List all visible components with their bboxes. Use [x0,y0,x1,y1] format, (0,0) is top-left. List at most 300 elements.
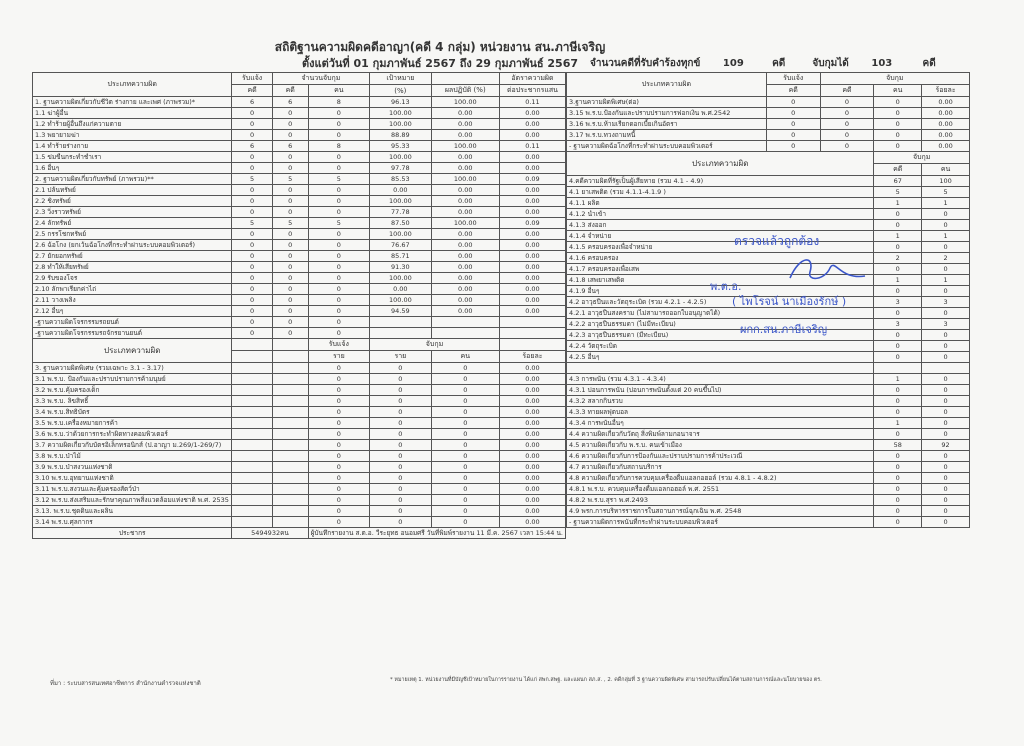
row-value: 1 [874,373,922,384]
row-value: 87.50 [370,218,432,229]
table-row [33,152,566,163]
r2hdr-person: คน [922,164,970,176]
table-row [33,473,566,484]
row-value: 0 [874,330,922,341]
row-value: 0 [922,242,970,253]
row-value: 0 [232,229,272,240]
row-value: 0 [232,284,272,295]
row-value: 0 [922,330,970,341]
row-value: 0 [272,328,308,339]
row-value: 0 [922,472,970,483]
table-row [33,207,566,218]
row-value: 0.00 [499,495,565,506]
row-label: 4.5 ความผิดเกี่ยวกับ พ.ร.บ. คนเข้าเมือง [567,439,874,450]
row-value: 100.00 [370,119,432,130]
row-value: 0 [370,429,432,440]
row-value: 91.30 [370,262,432,273]
row-value: 0.00 [499,119,565,130]
row-label: 2.9 รับของโจร [33,273,232,284]
row-value: 0.00 [499,451,565,462]
row-value: 6 [272,141,308,152]
table-row [567,97,970,108]
row-label: 4.1.5 ครอบครองเพื่อจำหน่าย [567,242,874,253]
table-row [567,406,970,417]
row-value: 0 [272,306,308,317]
row-value: 0.00 [499,429,565,440]
table-row [33,418,566,429]
row-label: 2.6 ฉ้อโกง (ยกเว้นฉ้อโกงที่กระทำผ่านระบบคอมพิวเตอร์) [33,240,232,251]
stamp-verified-text: ตรวจแล้วถูกต้อง [734,234,820,248]
row-value: 0 [431,396,499,407]
row-label: 4.1.8 เสพยาเสพติด [567,275,874,286]
row-value: 100.00 [370,295,432,306]
row-value: 0 [431,462,499,473]
row-value: 0 [308,407,370,418]
table-row [33,130,566,141]
row-label: 3.14 พ.ร.บ.ศุลกากร [33,517,232,528]
row-label: 2.10 ลักพาเรียกค่าไถ่ [33,284,232,295]
row-label: 3.17 พ.ร.บ.ทวงถามหนี้ [567,130,767,141]
row-value: 0 [922,209,970,220]
row-value: 3 [874,319,922,330]
row-label: 3.11 พ.ร.บ.สงวนและคุ้มครองสัตว์ป่า [33,484,232,495]
row-value: 0 [308,251,370,262]
row-value: 5 [272,174,308,185]
hdr2-case: ราย [308,351,370,363]
row-value: 0 [874,308,922,319]
table-row [567,108,970,119]
row-label: 4.8 ความผิดเกี่ยวกับการควบคุมเครื่องดื่มแอลกอฮอล์ (รวม 4.8.1 - 4.8.2) [567,472,874,483]
table-row [33,462,566,473]
row-value: 0.00 [431,152,499,163]
row-value: 0 [874,406,922,417]
table-row [567,130,970,141]
table-row [33,196,566,207]
row-value: 0.00 [431,185,499,196]
row-value: 5 [232,174,272,185]
row-value: 0 [308,317,370,328]
hdr-rate: อัตราความผิด [499,73,565,85]
row-value: 97.78 [370,163,432,174]
row-value: 0.00 [499,251,565,262]
row-label: 1.4 ทำร้ายร่างกาย [33,141,232,152]
row-value: 1 [874,417,922,428]
row-value: 100.00 [370,108,432,119]
row-value: 96.13 [370,97,432,108]
row-value: 0 [820,108,874,119]
row-label: 4.1 ยาเสพติด (รวม 4.1.1-4.1.9 ) [567,187,874,198]
row-value: 0 [232,207,272,218]
table-row [567,176,970,187]
row-value: 0.00 [499,163,565,174]
row-value: 0 [232,262,272,273]
row-value: 3 [922,297,970,308]
table-row [33,251,566,262]
row-value: 0.00 [499,130,565,141]
row-label: 4.2.2 อาวุธปืนธรรมดา (ไม่มีทะเบียน) [567,319,874,330]
row-value: 0 [431,440,499,451]
row-value: 0 [308,440,370,451]
row-value: 100.00 [431,97,499,108]
row-label: 2.2 ชิงทรัพย์ [33,196,232,207]
row-value: 0 [308,152,370,163]
row-value: 0.00 [499,440,565,451]
row-value: 0.00 [499,108,565,119]
table-row [567,352,970,363]
row-value: 0 [308,207,370,218]
row-label: 3.3 พ.ร.บ. ลิขสิทธิ์ [33,396,232,407]
row-value: 0 [232,328,272,339]
row-label: 2.4 ลักทรัพย์ [33,218,232,229]
row-value: 0 [370,451,432,462]
table-row [33,108,566,119]
row-value: 0 [232,119,272,130]
row-value: 0.00 [499,229,565,240]
r2hdr-arrest: จับกุม [874,152,970,164]
case-summary [590,56,936,71]
row-value: 0 [370,517,432,528]
row-label: 4.1.9 อื่นๆ [567,286,874,297]
row-value: 0 [370,407,432,418]
row-value: 0 [308,418,370,429]
row-value: 0.00 [922,130,970,141]
row-value: 0.00 [499,374,565,385]
row-value: 0 [874,352,922,363]
table-row [33,229,566,240]
row-value: 0 [922,308,970,319]
row-value: 0 [922,483,970,494]
row-label: 1. ฐานความผิดเกี่ยวกับชีวิต ร่างกาย และเพศ (ภาพรวม)* [33,97,232,108]
row-value: 0.00 [499,506,565,517]
row-value: 0 [922,373,970,384]
table-row [567,428,970,439]
row-label: 1.3 พยายามฆ่า [33,130,232,141]
row-value: 0 [308,108,370,119]
table-row [567,395,970,406]
row-label: 3.13. พ.ร.บ.ชุดดินและผลิน [33,506,232,517]
row-value: 0 [272,240,308,251]
table-row [33,284,566,295]
row-label: 4.8.2 พ.ร.บ.สุรา พ.ศ.2493 [567,494,874,505]
row-value: 0 [922,505,970,516]
table-row [33,517,566,528]
row-label: 4.9 พรก.การบริหารราชการในสถานการณ์ฉุกเฉิน พ.ศ. 2548 [567,505,874,516]
table-row [33,440,566,451]
row-value: 0.00 [922,141,970,152]
row-value: 2 [874,253,922,264]
row-value: 0.00 [499,407,565,418]
table-row [33,363,566,374]
row-value: 76.67 [370,240,432,251]
row-value: 0 [874,516,922,527]
row-value: 0 [308,385,370,396]
row-value: 0 [272,152,308,163]
row-value: 6 [272,97,308,108]
row-label: 3.16 พ.ร.บ.ห้ามเรียกดอกเบี้ยเกินอัตรา [567,119,767,130]
row-value: 0 [232,130,272,141]
table-row [33,451,566,462]
row-value: 0.00 [431,284,499,295]
row-value: 1 [922,275,970,286]
row-label: 3.6 พ.ร.บ.ว่าด้วยการกระทำผิดทางคอมพิวเตอร์ [33,429,232,440]
row-value: 0.00 [431,251,499,262]
row-value: 0 [370,363,432,374]
row-value: 0 [308,130,370,141]
row-value: 0 [874,108,922,119]
table-row [33,295,566,306]
row-value: 0 [308,196,370,207]
row-value: 0 [431,363,499,374]
row-value: 0 [272,229,308,240]
row-label: 1.2 ทำร้ายผู้อื่นถึงแก่ความตาย [33,119,232,130]
row-value: 0 [370,484,432,495]
row-value: 0 [820,130,874,141]
row-value: 0.00 [431,306,499,317]
table-row [33,484,566,495]
rhdr-case2: คดี [820,85,874,97]
row-value: 0 [308,396,370,407]
row-value: 0 [431,451,499,462]
row-value: 0 [308,462,370,473]
row-value: 0 [308,306,370,317]
table-row [33,141,566,152]
table-row [33,218,566,229]
row-label: 4.1.4 จำหน่าย [567,231,874,242]
row-value: 0.00 [499,262,565,273]
row-label: 4.6 ความผิดเกี่ยวกับการป้องกันและปราบปรามการค้าประเวณี [567,450,874,461]
rhdr-percent: ร้อยละ [922,85,970,97]
row-value: 0 [922,428,970,439]
row-value: 3 [922,319,970,330]
row-value: 100 [922,176,970,187]
row-value: 0 [820,119,874,130]
row-value: 100.00 [370,152,432,163]
row-value: 92 [922,439,970,450]
stamp-rank: พ.ต.อ. [710,280,742,293]
row-value: 6 [232,141,272,152]
row-value: 95.33 [370,141,432,152]
row-value: 0 [308,229,370,240]
row-value: 0 [232,317,272,328]
row-value: 0 [922,220,970,231]
row-value: 0 [922,395,970,406]
row-value: 0.00 [922,108,970,119]
row-value: 0.00 [922,97,970,108]
row-value: 0 [922,264,970,275]
row-value: 0 [431,506,499,517]
arrested-value: 103 [871,58,893,69]
received-value: 109 [722,58,744,69]
table-row [567,516,970,527]
row-value [370,328,432,339]
row-label: 1.1 ฆ่าผู้อื่น [33,108,232,119]
row-value: 0.00 [499,207,565,218]
row-value: 94.59 [370,306,432,317]
row-value: 0 [370,374,432,385]
row-value: 0 [874,264,922,275]
population-value: 5494932คน [232,528,308,539]
reporter-line: ผู้บันทึกรายงาน ส.ต.อ. วีระยุทธ อนอมศรี วันที่พิมพ์รายงาน 11 มี.ค. 2567 เวลา 15:44 น. [308,528,565,539]
population-label: ประชากร [33,528,232,539]
hdr2-arrest: จับกุม [370,339,500,351]
row-value: 58 [874,439,922,450]
row-value: 0.00 [499,484,565,495]
row-label: 2.3 วิ่งราวทรัพย์ [33,207,232,218]
row-value: 0 [272,251,308,262]
row-value: 8 [308,141,370,152]
row-value: 0.00 [431,295,499,306]
row-value: 100.00 [370,229,432,240]
row-label: 2.7 ยักยอกทรัพย์ [33,251,232,262]
r2hdr-case: คดี [874,164,922,176]
row-value: 0 [431,374,499,385]
row-value: 0 [820,141,874,152]
table-row [33,306,566,317]
row-value: 0.00 [499,396,565,407]
row-value: 0 [431,495,499,506]
row-value: 100.00 [370,196,432,207]
row-label: 3.2 พ.ร.บ.คุ้มครองเด็ก [33,385,232,396]
row-value: 0 [308,185,370,196]
row-value: 0.00 [370,185,432,196]
stamp-name: ( ไพโรจน์ นาเมืองรักษ์ ) [732,295,847,308]
hdr-case2: คดี [272,85,308,97]
row-label: 4.1.3 ส่งออก [567,220,874,231]
row-value: 0 [308,506,370,517]
table-row [567,119,970,130]
arrested-unit: คดี [922,58,936,69]
row-label: 3.ฐานความผิดพิเศษ(ต่อ) [567,97,767,108]
row-value: 0 [308,284,370,295]
row-value: 0 [232,196,272,207]
row-value: 0 [922,406,970,417]
row-value: 0 [922,516,970,527]
row-value [922,363,970,374]
hdr-target: เป้าหมาย [370,73,432,85]
table-row [567,253,970,264]
row-value: 0.00 [370,284,432,295]
row-label: 3.8 พ.ร.บ.ป่าไม้ [33,451,232,462]
row-value [499,317,565,328]
table-row [567,275,970,286]
row-value: 0 [370,385,432,396]
row-label: 3.12 พ.ร.บ.ส่งเสริมและรักษาคุณภาพสิ่งแวดล้อมแห่งชาติ พ.ศ. 2535 [33,495,232,506]
row-value: 0.00 [499,418,565,429]
row-label: -ฐานความผิดโจรกรรมรถจักรยานยนต์ [33,328,232,339]
row-value: 0 [232,306,272,317]
row-value: 0 [874,286,922,297]
row-value [874,363,922,374]
row-value: 1 [874,231,922,242]
row-value: 0 [272,119,308,130]
row-value: 0 [370,396,432,407]
row-label: 3.4 พ.ร.บ.สิทธิบัตร [33,407,232,418]
row-value: 0 [370,473,432,484]
row-value: 0 [766,119,820,130]
row-value: 0.00 [499,273,565,284]
row-label [567,363,874,374]
row-label: 4.4 ความผิดเกี่ยวกับวัตถุ สิ่งพิมพ์ลามกอนาจาร [567,428,874,439]
row-value: 0 [272,262,308,273]
table-row [567,209,970,220]
row-value: 0 [766,130,820,141]
row-value: 0.00 [499,363,565,374]
row-value: 0 [874,242,922,253]
table-row [33,407,566,418]
row-label: 3.15 พ.ร.บ.ป้องกันและปราบปรามการฟอกเงิน พ.ศ.2542 [567,108,767,119]
row-value: 2 [922,253,970,264]
row-value: 1 [922,231,970,242]
row-value: 0 [232,273,272,284]
row-value: 0 [232,108,272,119]
row-value: 0 [232,152,272,163]
hdr2-person: คน [431,351,499,363]
row-value: 0 [308,517,370,528]
row-label: 1.6 อื่นๆ [33,163,232,174]
row-value: 0 [922,417,970,428]
row-value: 0.00 [499,240,565,251]
row-label: 3.9 พ.ร.บ.ป่าสงวนแห่งชาติ [33,462,232,473]
row-value: 0.00 [499,306,565,317]
row-label: 2.11 วางเพลิง [33,295,232,306]
row-value: 0 [308,119,370,130]
row-value: 0.00 [922,119,970,130]
row-value: 0 [308,328,370,339]
row-value: 0 [922,461,970,472]
row-label: 4.3.1 บ่อนการพนัน (บ่อนการพนันตั้งแต่ 20 คนขึ้นไป) [567,384,874,395]
row-value [499,328,565,339]
row-value: 0 [308,363,370,374]
row-value: 0 [431,429,499,440]
table-row [33,429,566,440]
row-value: 0 [232,163,272,174]
table-row [33,163,566,174]
row-value: 0 [232,251,272,262]
row-value: 0.11 [499,141,565,152]
row-value: 0.00 [431,119,499,130]
rhdr-person: คน [874,85,922,97]
row-value: 0 [272,317,308,328]
row-value: 0 [308,240,370,251]
table-row [567,220,970,231]
row-label: 3.7 ความผิดเกี่ยวกับบัตรอิเล็กทรอนิกส์ (ป.อาญา ม.269/1-269/7) [33,440,232,451]
row-value: 0 [874,209,922,220]
row-value: 0.00 [499,473,565,484]
row-value [431,317,499,328]
footer-source: ที่มา : ระบบสารสนเทศอาชีพการ สำนักงานตำรวจแห่งชาติ [50,680,201,687]
row-value: 0.00 [499,517,565,528]
table-row [567,505,970,516]
row-value: 0 [431,418,499,429]
row-label: 4.2.4 วัตถุระเบิด [567,341,874,352]
row-value: 0 [370,462,432,473]
row-value: 5 [874,187,922,198]
row-label: 2. ฐานความผิดเกี่ยวกับทรัพย์ (ภาพรวม)** [33,174,232,185]
signature-icon [780,250,870,290]
row-value: 5 [272,218,308,229]
row-value: 0 [766,108,820,119]
row-value: 0 [922,450,970,461]
row-value: 0 [874,461,922,472]
row-value: 0 [272,130,308,141]
row-value [370,317,432,328]
row-value: 1 [874,275,922,286]
row-value: 0 [308,484,370,495]
row-value: 1 [874,198,922,209]
table-row [33,97,566,108]
row-value: 85.71 [370,251,432,262]
hdr2-percent: ร้อยละ [499,351,565,363]
